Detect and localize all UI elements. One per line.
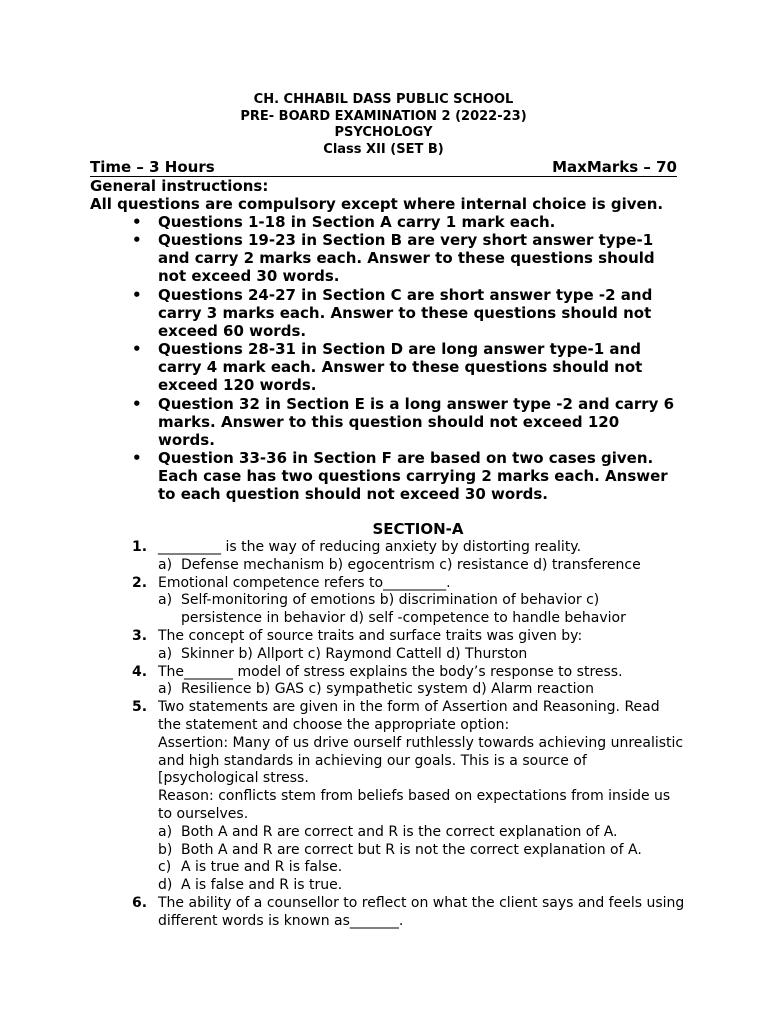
question-6: 6. The ability of a counsellor to reflect on what the client says and feels using different words is known as_______. bbox=[132, 895, 685, 929]
bullet-icon: • bbox=[132, 213, 142, 231]
question-4 bbox=[132, 663, 688, 682]
question-text: _________ is the way of reducing anxiety by distorting reality. bbox=[158, 539, 582, 555]
bullet-icon: • bbox=[132, 448, 142, 467]
question-number: 6. bbox=[132, 895, 148, 911]
question-1 bbox=[132, 539, 688, 557]
question-number: 1. bbox=[132, 539, 148, 555]
question-number: 5. bbox=[132, 699, 148, 716]
section-title: SECTION-A bbox=[372, 520, 464, 538]
question-4-options: a) Resilience b) GAS c) sympathetic system d) Alarm reaction bbox=[158, 681, 594, 698]
school-name: CH. CHHABIL DASS PUBLIC SCHOOL bbox=[253, 92, 514, 107]
bullet-icon: • bbox=[132, 285, 142, 304]
question-5-options: a) Both A and R are correct and R is the correct explanation of A. b) Both A and R are correct but R is not the correct explanation of A. c) A is true and R is false. d) A is false and R is true. bbox=[158, 823, 642, 894]
bullet-icon: • bbox=[132, 340, 142, 358]
instructions-intro: All questions are compulsory except where internal choice is given. bbox=[90, 195, 664, 213]
instruction-bullet: • Question 32 in Section E is a long answer type -2 and carry 6 marks. Answer to this question should not exceed 120 words. bbox=[132, 394, 675, 449]
instruction-bullet: • Questions 24-27 in Section C are short answer type -2 and carry 3 marks each. Answer to these questions should not exceed 60 words. bbox=[132, 285, 653, 340]
class-title: Class XII (SET B) bbox=[323, 141, 444, 157]
max-marks: MaxMarks – 70 bbox=[552, 158, 677, 176]
question-text: The_______ model of stress explains the body’s response to stress. bbox=[158, 663, 623, 680]
instruction-bullet: • Question 33-36 in Section F are based on two cases given. Each case has two questions carrying 2 marks each. Answer to each question should not exceed 30 words. bbox=[132, 448, 668, 503]
subject-title: PSYCHOLOGY bbox=[334, 125, 433, 140]
question-3 bbox=[132, 628, 688, 646]
instructions-heading: General instructions: bbox=[90, 177, 269, 195]
question-2-options: a) Self-monitoring of emotions b) discrimination of behavior c) persistence in behavior d) self -competence to handle behavior bbox=[158, 592, 626, 627]
exam-time: Time – 3 Hours bbox=[90, 158, 215, 176]
instruction-bullet: • Questions 28-31 in Section D are long answer type-1 and carry 4 mark each. Answer to these questions should not exceed 120 words. bbox=[132, 340, 643, 394]
question-number: 4. bbox=[132, 663, 148, 680]
question-3-options: a) Skinner b) Allport c) Raymond Cattell d) Thurston bbox=[158, 645, 528, 662]
question-text: The concept of source traits and surface traits was given by: bbox=[158, 628, 583, 644]
bullet-icon: • bbox=[132, 231, 142, 249]
question-text: Emotional competence refers to_________. bbox=[158, 574, 451, 591]
question-number: 3. bbox=[132, 628, 148, 644]
question-number: 2. bbox=[132, 574, 148, 591]
exam-title: PRE- BOARD EXAMINATION 2 (2022-23) bbox=[240, 108, 527, 124]
instruction-bullet: • Questions 19-23 in Section B are very short answer type-1 and carry 2 marks each. Answer to these questions should not exceed 30 words. bbox=[132, 231, 655, 285]
bullet-icon: • bbox=[132, 394, 142, 413]
question-1-options: a) Defense mechanism b) egocentrism c) resistance d) transference bbox=[158, 556, 641, 573]
question-2 bbox=[132, 574, 688, 593]
question-5: 5. Two statements are given in the form of Assertion and Reasoning. Read the statement and choose the appropriate option: Assertion: Many of us drive ourself ruthlessly towards achieving unrealistic and high standards in achieving our goals. This is a source of [psychological stress. Reason: conflicts stem from beliefs based on expectations from inside us to ourselves. bbox=[132, 699, 684, 822]
time-marks-line bbox=[90, 158, 677, 177]
instruction-bullet: • Questions 1-18 in Section A carry 1 mark each. bbox=[132, 213, 556, 231]
